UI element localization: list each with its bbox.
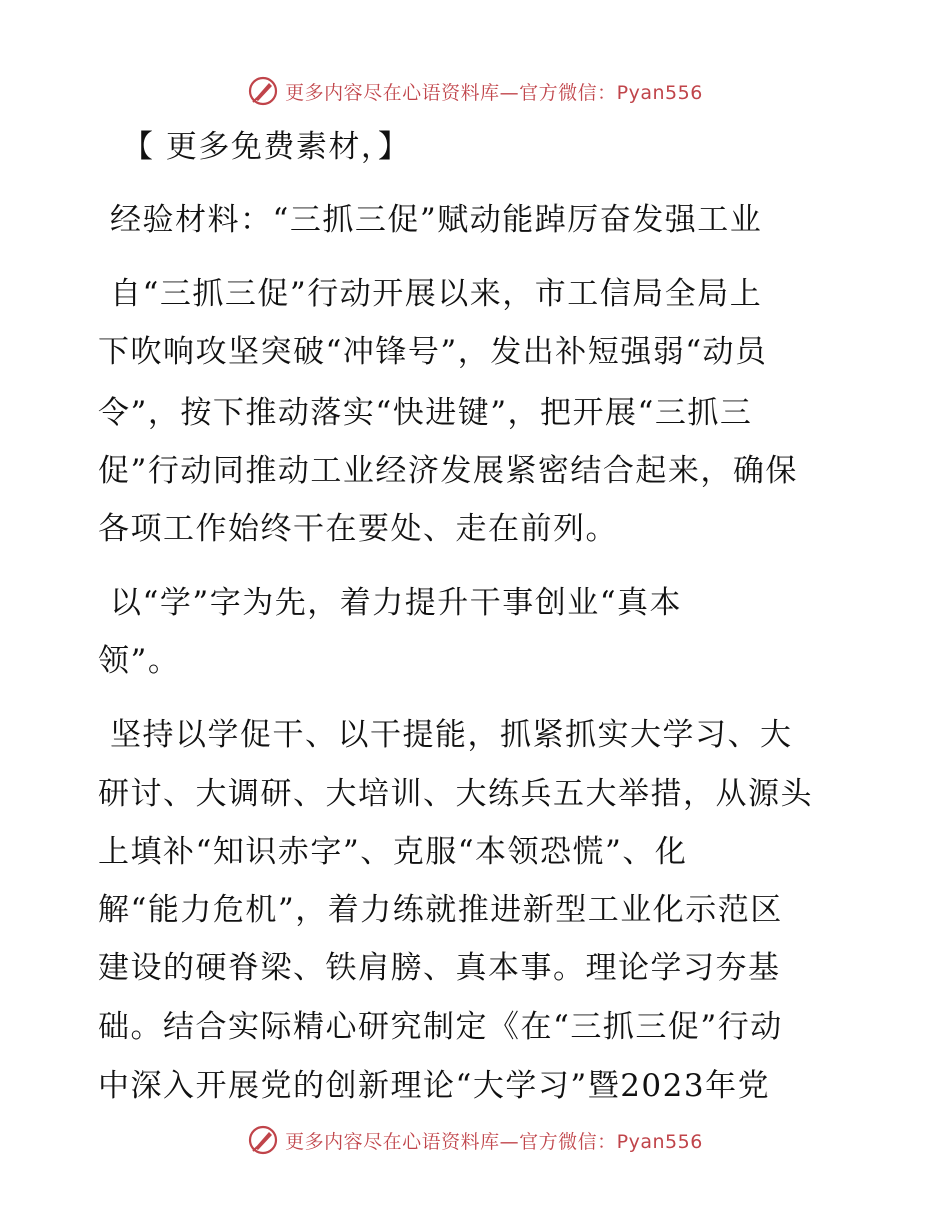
para3-line-1: 坚持以学促干、以干提能，抓紧抓实大学习、大 — [110, 717, 793, 753]
watermark-text-bottom: 更多内容尽在心语资料库—官方微信：Pyan556 — [285, 1130, 703, 1153]
para1-line-4: 促”行动同推动工业经济发展紧密结合起来，确保 — [98, 453, 798, 489]
para3-line-5: 建设的硬脊梁、铁肩膀、真本事。理论学习夯基 — [98, 950, 781, 986]
document-title: 经验材料：“三抓三促”赋动能踔厉奋发强工业 — [110, 202, 763, 238]
watermark-text-top: 更多内容尽在心语资料库—官方微信：Pyan556 — [285, 81, 703, 104]
para1-line-1: 自“三抓三促”行动开展以来，市工信局全局上 — [110, 276, 763, 312]
para1-line-5: 各项工作始终干在要处、走在前列。 — [98, 511, 618, 547]
para3-line-6: 础。结合实际精心研究制定《在“三抓三促”行动 — [98, 1009, 783, 1045]
para1-line-2: 下吹响攻坚突破“冲锋号”，发出补短强弱“动员 — [98, 334, 768, 370]
header-note: 【 更多免费素材，】 — [122, 129, 411, 165]
para2-line-1: 以“学”字为先，着力提升干事创业“真本 — [110, 585, 683, 621]
para3-line-4: 解“能力危机”，着力练就推进新型工业化示范区 — [98, 892, 783, 928]
para3-line-3: 上填补“知识赤字”、克服“本领恐慌”、化 — [98, 834, 688, 870]
para2-line-2: 领”。 — [98, 643, 181, 679]
watermark-banner-top — [0, 71, 950, 111]
para1-line-3: 令”，按下推动落实“快进键”，把开展“三抓三 — [98, 395, 753, 431]
quill-pen-logo-icon — [247, 1124, 279, 1156]
para3-line-2: 研讨、大调研、大培训、大练兵五大举措，从源头 — [98, 776, 813, 812]
watermark-banner-bottom — [0, 1120, 950, 1160]
quill-pen-logo-icon — [247, 75, 279, 107]
para3-line-7: 中深入开展党的创新理论“大学习”暨2023年党 — [98, 1068, 771, 1104]
